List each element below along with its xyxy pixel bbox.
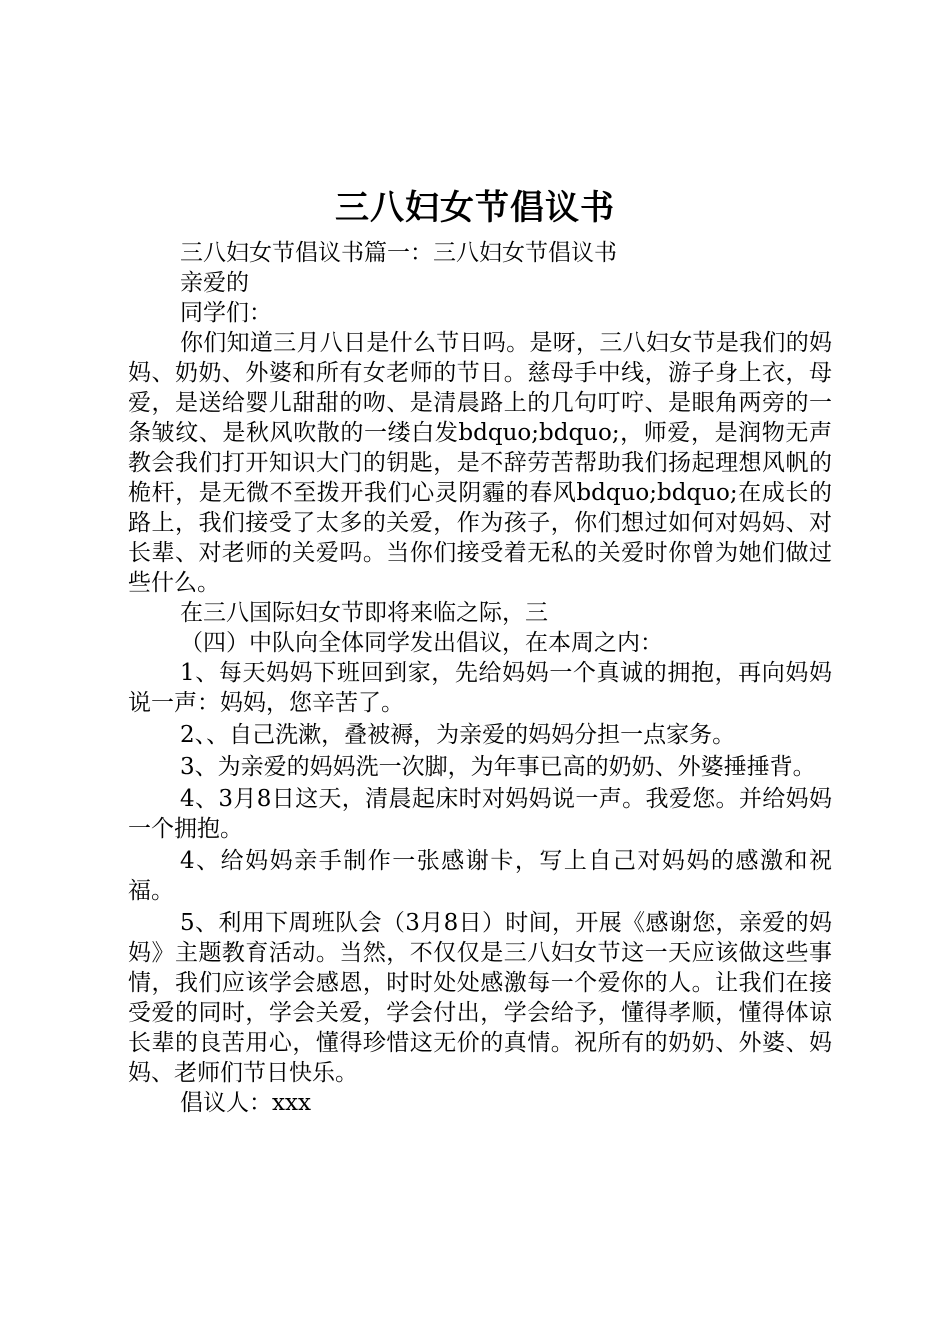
list-item-4b: 4、给妈妈亲手制作一张感谢卡，写上自己对妈妈的感激和祝福。 xyxy=(128,848,832,904)
list-item-1: 1、每天妈妈下班回到家，先给妈妈一个真诚的拥抱，再向妈妈说一声：妈妈，您辛苦了。 xyxy=(128,660,832,716)
paragraph-occasion: 在三八国际妇女节即将来临之际，三 xyxy=(180,600,548,626)
signature-line: 倡议人：xxx xyxy=(180,1090,311,1116)
list-item-4a: 4、3月8日这天，清晨起床时对妈妈说一声。我爱您。并给妈妈一个拥抱。 xyxy=(128,786,832,842)
list-item-3: 3、为亲爱的妈妈洗一次脚，为年事已高的奶奶、外婆捶捶背。 xyxy=(180,754,816,780)
paragraph-intro: 你们知道三月八日是什么节日吗。是呀，三八妇女节是我们的妈妈、奶奶、外婆和所有女老师的节日。慈母手中线，游子身上衣，母爱，是送给婴儿甜甜的吻、是清晨路上的几句叮咛、是眼角两旁的一条皱纹、是秋风吹散的一缕白发bdquo;bdquo;，师爱，是润物无声教会我们打开知识大门的钥匙，是不辞劳苦帮助我们扬起理想风帆的桅杆，是无微不至拨开我们心灵阴霾的春风bdquo;bdquo;在成长的路上，我们接受了太多的关爱，作为孩子，你们想过如何对妈妈、对长辈、对老师的关爱吗。当你们接受着无私的关爱时你曾为她们做过些什么。 xyxy=(128,330,832,596)
paragraph-salutation-1: 亲爱的 xyxy=(180,270,249,296)
list-item-2: 2、、自己洗漱，叠被褥，为亲爱的妈妈分担一点家务。 xyxy=(180,722,736,748)
document-body xyxy=(128,238,832,1118)
paragraph-subtitle: 三八妇女节倡议书篇一：三八妇女节倡议书 xyxy=(180,240,617,266)
paragraph-salutation-2: 同学们： xyxy=(180,300,272,326)
list-item-5: 5、利用下周班队会（3月8日）时间，开展《感谢您，亲爱的妈妈》主题教育活动。当然，不仅仅是三八妇女节这一天应该做这些事情，我们应该学会感恩，时时处处感激每一个爱你的人。让我们在接受爱的同时，学会关爱，学会付出，学会给予，懂得孝顺，懂得体谅长辈的良苦用心，懂得珍惜这无价的真情。祝所有的奶奶、外婆、妈妈、老师们节日快乐。 xyxy=(128,910,832,1086)
document-title: 三八妇女节倡议书 xyxy=(335,188,615,228)
paragraph-initiative: （四）中队向全体同学发出倡议，在本周之内： xyxy=(180,630,663,656)
